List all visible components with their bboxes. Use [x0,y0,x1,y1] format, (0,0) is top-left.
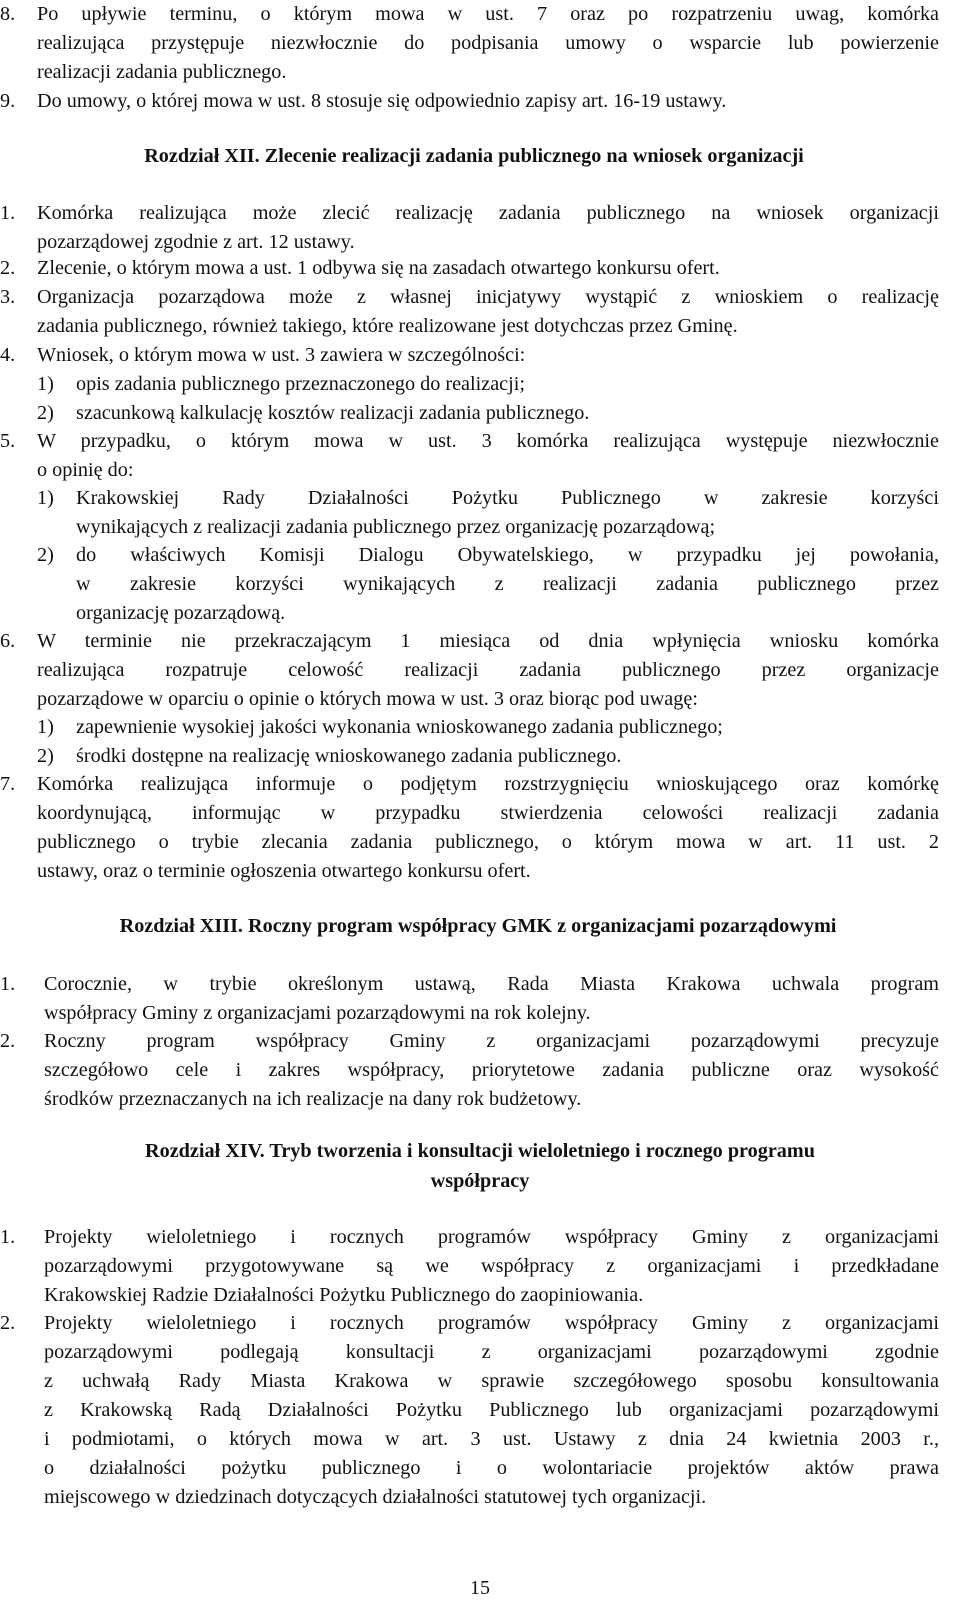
item-number: 2. [0,1030,16,1052]
item-line: szacunkową kalkulację kosztów realizacji zadania publicznego. [76,402,590,424]
item-line: Wniosek, o którym mowa w ust. 3 zawiera w szczególności: [37,344,526,366]
item-number: 2) [37,402,54,424]
item-number: 7. [0,773,16,795]
item-line: pozarządowymi podlegają konsultacji z organizacjami pozarządowymi zgodnie [44,1341,939,1363]
item-line: Roczny program współpracy Gminy z organizacjami pozarządowymi precyzuje [44,1030,939,1052]
item-number: 1) [37,373,54,395]
item-number: 5. [0,430,16,452]
item-line: z Krakowską Radą Działalności Pożytku Publicznego lub organizacjami pozarządowymi [44,1399,939,1421]
item-line: Komórka realizująca informuje o podjętym rozstrzygnięciu wnioskującego oraz komórkę [37,773,939,795]
item-line: realizacji zadania publicznego. [37,61,287,83]
item-line: i podmiotami, o których mowa w art. 3 ust. Ustawy z dnia 24 kwietnia 2003 r., [44,1428,939,1450]
item-line: Po upływie terminu, o którym mowa w ust. 7 oraz po rozpatrzeniu uwag, komórka [37,3,939,25]
item-line: miejscowego w dziedzinach dotyczących działalności statutowej tych organizacji. [44,1486,707,1508]
item-number: 9. [0,90,16,112]
item-line: środki dostępne na realizację wnioskowanego zadania publicznego. [76,745,622,767]
item-line: pozarządowymi przygotowywane są we współpracy z organizacjami i przedkładane [44,1255,939,1277]
item-line: z uchwałą Rady Miasta Krakowa w sprawie szczegółowego sposobu konsultowania [44,1370,939,1392]
item-line: publicznego o trybie zlecania zadania publicznego, o którym mowa w art. 11 ust. 2 [37,831,939,853]
item-line: Projekty wieloletniego i rocznych programów współpracy Gminy z organizacjami [44,1312,939,1334]
item-number: 8. [0,3,16,25]
item-line: Organizacja pozarządowa może z własnej inicjatywy wystąpić z wnioskiem o realizację [37,286,939,308]
item-line: Krakowskiej Rady Działalności Pożytku Publicznego w zakresie korzyści [76,487,939,509]
item-line: ustawy, oraz o terminie ogłoszenia otwartego konkursu ofert. [37,860,531,882]
item-line: realizująca przystępuje niezwłocznie do podpisania umowy o wsparcie lub powierzenie [37,32,939,54]
item-line: współpracy Gminy z organizacjami pozarządowymi na rok kolejny. [44,1002,591,1024]
item-number: 2) [37,745,54,767]
item-line: wynikających z realizacji zadania publicznego przez organizację pozarządową; [76,516,716,538]
item-line: środków przeznaczanych na ich realizacje na dany rok budżetowy. [44,1088,582,1110]
item-line: Projekty wieloletniego i rocznych programów współpracy Gminy z organizacjami [44,1226,939,1248]
item-line: W terminie nie przekraczającym 1 miesiąca od dnia wpłynięcia wniosku komórka [37,630,939,652]
item-line: Do umowy, o której mowa w ust. 8 stosuje się odpowiednio zapisy art. 16-19 ustawy. [37,90,727,112]
chapter-heading: Rozdział XIII. Roczny program współpracy GMK z organizacjami pozarządowymi [119,915,837,937]
item-line: Komórka realizująca może zlecić realizację zadania publicznego na wniosek organizacji [37,202,939,224]
item-number: 1) [37,716,54,738]
page-number: 15 [470,1577,490,1599]
item-number: 2) [37,544,54,566]
item-line: do właściwych Komisji Dialogu Obywatelskiego, w przypadku jej powołania, [76,544,939,566]
item-line: realizująca rozpatruje celowość realizacji zadania publicznego przez organizacje [37,659,939,681]
item-number: 1. [0,1226,16,1248]
item-line: zadania publicznego, również takiego, które realizowane jest dotychczas przez Gminę. [37,315,738,337]
item-line: szczegółowo cele i zakres współpracy, priorytetowe zadania publiczne oraz wysokość [44,1059,939,1081]
item-line: pozarządowej zgodnie z art. 12 ustawy. [37,231,355,253]
item-line: organizację pozarządową. [76,602,286,624]
item-line: pozarządowe w oparciu o opinie o których mowa w ust. 3 oraz biorąc pod uwagę: [37,688,698,710]
item-number: 3. [0,286,16,308]
item-number: 1. [0,973,16,995]
item-number: 4. [0,344,16,366]
item-line: Zlecenie, o którym mowa a ust. 1 odbywa się na zasadach otwartego konkursu ofert. [37,257,720,279]
item-number: 2. [0,257,16,279]
item-line: Krakowskiej Radzie Działalności Pożytku Publicznego do zaopiniowania. [44,1284,644,1306]
item-number: 1) [37,487,54,509]
item-line: o opinię do: [37,459,134,481]
chapter-heading: Rozdział XII. Zlecenie realizacji zadania publicznego na wniosek organizacji [144,145,804,167]
item-line: W przypadku, o którym mowa w ust. 3 komórka realizująca występuje niezwłocznie [37,430,939,452]
item-line: Corocznie, w trybie określonym ustawą, Rada Miasta Krakowa uchwala program [44,973,939,995]
item-number: 2. [0,1312,16,1334]
item-line: koordynującą, informując w przypadku stwierdzenia celowości realizacji zadania [37,802,939,824]
item-line: w zakresie korzyści wynikających z realizacji zadania publicznego przez [76,573,939,595]
item-line: zapewnienie wysokiej jakości wykonania wnioskowanego zadania publicznego; [76,716,723,738]
item-line: opis zadania publicznego przeznaczonego do realizacji; [76,373,525,395]
item-line: o działalności pożytku publicznego i o wolontariacie projektów aktów prawa [44,1457,939,1479]
item-number: 6. [0,630,16,652]
item-number: 1. [0,202,16,224]
chapter-heading-line: współpracy [430,1170,530,1192]
chapter-heading-line: Rozdział XIV. Tryb tworzenia i konsultacji wieloletniego i rocznego programu [145,1140,815,1162]
chapter-heading [40,1136,920,1196]
